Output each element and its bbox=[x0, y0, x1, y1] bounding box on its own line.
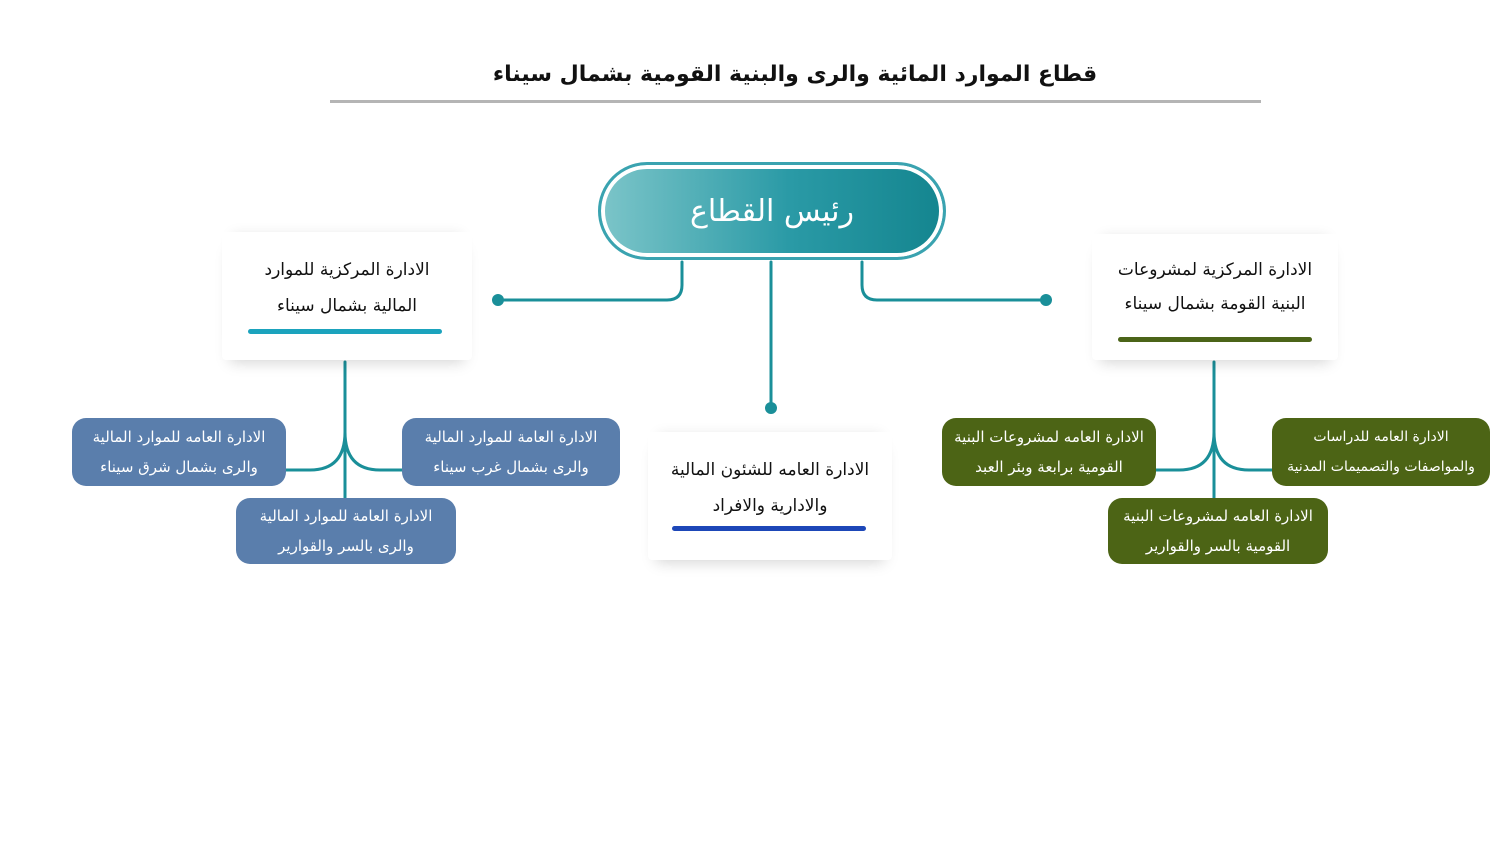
connector-head-left bbox=[498, 262, 682, 300]
left-child-west-sinai bbox=[402, 418, 620, 486]
right-child-rabaa-bir-abd-line2: القومية برابعة وبئر العبد bbox=[975, 458, 1123, 476]
right-child-rabaa-bir-abd bbox=[942, 418, 1156, 486]
left-child-sir-qawarir-line2: والرى بالسر والقوارير bbox=[278, 537, 414, 555]
title-divider bbox=[330, 100, 1261, 103]
connector-head-right bbox=[862, 262, 1046, 300]
right-branch-accent-bar bbox=[1118, 337, 1312, 342]
center-branch-line1: الادارة العامه للشئون المالية bbox=[670, 460, 870, 480]
center-branch-accent-bar bbox=[672, 526, 866, 531]
connector-dot-left bbox=[492, 294, 504, 306]
right-child-studies-specs-line2: والمواصفات والتصميمات المدنية bbox=[1287, 459, 1475, 475]
connector-left-to-child2 bbox=[345, 432, 402, 470]
right-child-sir-qawarir-line1: الادارة العامه لمشروعات البنية bbox=[1123, 507, 1313, 525]
right-branch-line1: الادارة المركزية لمشروعات bbox=[1117, 260, 1313, 280]
left-child-west-sinai-line2: والرى بشمال غرب سيناء bbox=[433, 458, 589, 476]
left-branch-line2: المالية بشمال سيناء bbox=[276, 296, 418, 316]
right-branch-line2: البنية القومة بشمال سيناء bbox=[1124, 294, 1306, 314]
connector-dot-center bbox=[765, 402, 777, 414]
left-branch-card bbox=[222, 232, 472, 360]
left-child-west-sinai-line1: الادارة العامة للموارد المالية bbox=[424, 428, 598, 446]
right-child-studies-specs bbox=[1272, 418, 1490, 486]
left-child-east-sinai-line2: والرى بشمال شرق سيناء bbox=[100, 458, 258, 476]
head-node bbox=[598, 162, 946, 260]
connector-right-to-child1 bbox=[1156, 432, 1214, 470]
left-branch-accent-bar bbox=[248, 329, 442, 334]
right-child-rabaa-bir-abd-line1: الادارة العامه لمشروعات البنية bbox=[954, 428, 1144, 446]
connector-left-to-child1 bbox=[286, 432, 345, 470]
right-child-studies-specs-line1: الادارة العامه للدراسات bbox=[1313, 429, 1449, 445]
right-child-sir-qawarir bbox=[1108, 498, 1328, 564]
left-child-east-sinai bbox=[72, 418, 286, 486]
center-branch-line2: والادارية والافراد bbox=[712, 496, 828, 516]
left-branch-line1: الادارة المركزية للموارد bbox=[264, 260, 430, 280]
left-child-sir-qawarir-line1: الادارة العامة للموارد المالية bbox=[259, 507, 433, 525]
left-child-sir-qawarir bbox=[236, 498, 456, 564]
left-child-east-sinai-line1: الادارة العامه للموارد المالية bbox=[92, 428, 266, 446]
center-branch-card bbox=[648, 432, 892, 560]
right-branch-card bbox=[1092, 234, 1338, 360]
page-title: قطاع الموارد المائية والرى والبنية القومية بشمال سيناء bbox=[492, 62, 1098, 87]
right-child-sir-qawarir-line2: القومية بالسر والقوارير bbox=[1145, 537, 1291, 555]
connector-right-to-child2 bbox=[1214, 432, 1272, 470]
head-node-label: رئيس القطاع bbox=[690, 193, 854, 229]
connector-dot-right bbox=[1040, 294, 1052, 306]
